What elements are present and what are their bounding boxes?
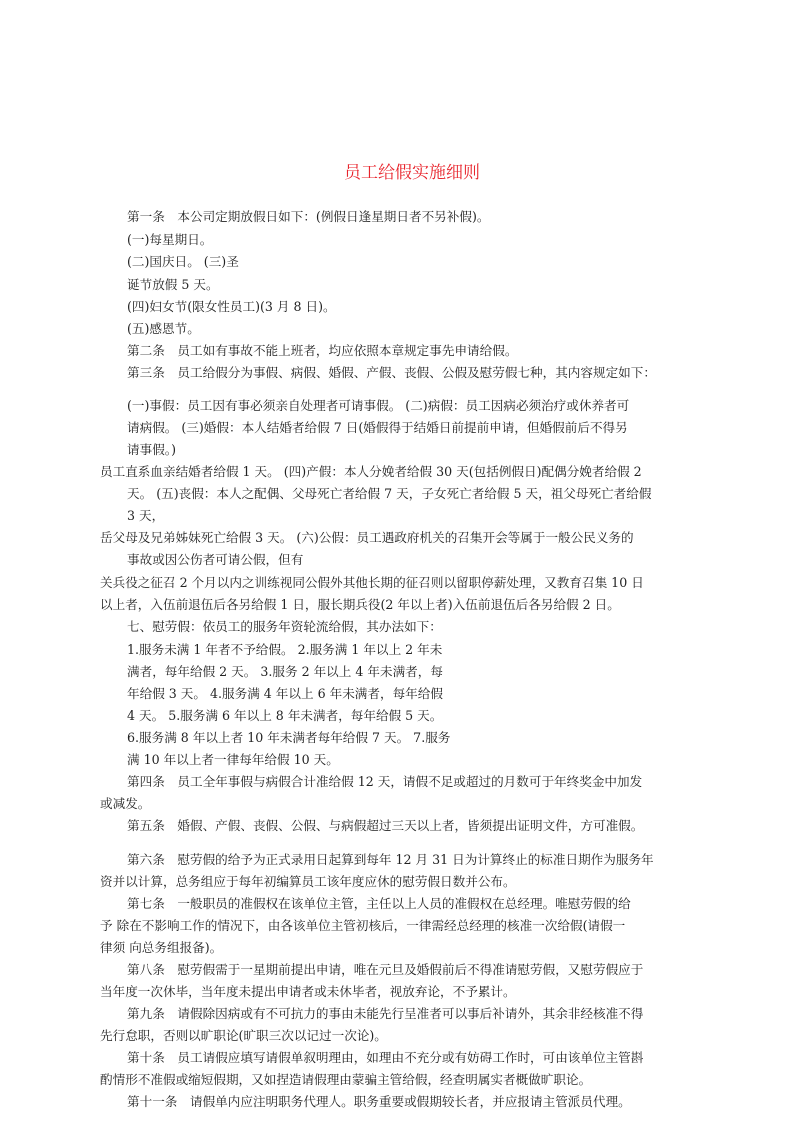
text-line: 4 天。 5.服务满 6 年以上 8 年未满者，每年给假 5 天。: [127, 708, 443, 723]
text-line: 天。 (五)丧假：本人之配偶、父母死亡者给假 7 天，子女死亡者给假 5 天，祖父母死亡者给假: [127, 486, 652, 501]
text-line: 请病假。 (三)婚假：本人结婚者给假 7 日(婚假得于结婚日前提前申请，但婚假前后不得另: [127, 420, 628, 435]
text-line: 第二条 员工如有事故不能上班者，均应依照本章规定事先申请给假。: [127, 343, 518, 358]
text-line: 第九条 请假除因病或有不可抗力的事由未能先行呈准者可以事后补请外，其余非经核准不得: [127, 1006, 644, 1021]
text-line: 第三条 员工给假分为事假、病假、婚假、产假、丧假、公假及慰劳假七种，其内容规定如下：: [127, 365, 656, 380]
text-line: 关兵役之征召 2 个月以内之训练视同公假外其他长期的征召则以留职停薪处理，又教育召集 10 日: [100, 575, 644, 590]
text-line: 事故或因公伤者可请公假，但有: [127, 552, 304, 567]
text-line: 6.服务满 8 年以上者 10 年未满者每年给假 7 天。 7.服务: [127, 730, 451, 745]
text-line: 律须 向总务组报备)。: [100, 940, 223, 955]
text-line: 先行怠职，否则以旷职论(旷职三次以记过一次论)。: [100, 1028, 387, 1043]
text-line: (二)国庆日。 (三)圣: [127, 254, 239, 269]
text-line: 第六条 慰劳假的给予为正式录用日起算到每年 12 月 31 日为计算终止的标准日期作为服务年: [127, 852, 654, 867]
text-line: 满 10 年以上者一律每年给假 10 天。: [127, 752, 339, 767]
text-line: 请事假。): [127, 442, 176, 457]
text-line: 诞节放假 5 天。: [127, 277, 219, 292]
text-line: 第四条 员工全年事假与病假合计准给假 12 天，请假不足或超过的月数可于年终奖金中加发: [127, 774, 643, 789]
text-line: 当年度一次休毕，当年度未提出申请者或未休毕者，视放弃论，不予累计。: [100, 984, 516, 999]
text-line: 满者，每年给假 2 天。 3.服务 2 年以上 4 年未满者，每: [127, 664, 443, 679]
text-line: 3 天，: [127, 508, 165, 523]
text-line: 员工直系血亲结婚者给假 1 天。 (四)产假：本人分娩者给假 30 天(包括例假日)配偶分娩者给假 2: [100, 464, 642, 479]
text-line: 以上者，入伍前退伍后各另给假 1 日，服长期兵役(2 年以上者)入伍前退伍后各另给假 2 日。: [100, 597, 620, 612]
text-line: 1.服务未满 1 年者不予给假。 2.服务满 1 年以上 2 年未: [127, 642, 443, 657]
text-line: 第八条 慰劳假需于一星期前提出申请，唯在元旦及婚假前后不得准请慰劳假，又慰劳假应于: [127, 962, 644, 977]
text-line: 予 除在不影响工作的情况下，由各该单位主管初核后，一律需经总经理的核准一次给假(请假一: [100, 918, 626, 933]
text-line: 年给假 3 天。 4.服务满 4 年以上 6 年未满者，每年给假: [127, 686, 443, 701]
text-line: 第十一条 请假单内应注明职务代理人。职务重要或假期较长者，并应报请主管派员代理。: [127, 1094, 631, 1109]
text-line: 第十条 员工请假应填写请假单叙明理由，如理由不充分或有妨碍工作时，可由该单位主管斟: [127, 1050, 644, 1065]
text-line: 酌情形不准假或缩短假期，又如捏造请假理由蒙骗主管给假，经查明属实者概做旷职论。: [100, 1072, 592, 1087]
text-line: (一)事假：员工因有事必须亲自处理者可请事假。 (二)病假：员工因病必须治疗或休养者可: [127, 398, 630, 413]
document-title: 员工给假实施细则: [344, 163, 480, 183]
text-line: 第五条 婚假、产假、丧假、公假、与病假超过三天以上者，皆须提出证明文件，方可准假。: [127, 818, 644, 833]
text-line: 第一条 本公司定期放假日如下：(例假日逢星期日者不另补假)。: [127, 209, 490, 224]
text-line: (四)妇女节(限女性员工)(3 月 8 日)。: [127, 299, 336, 314]
text-line: (一)每星期日。: [127, 232, 213, 247]
text-line: 第七条 一般职员的准假权在该单位主管，主任以上人员的准假权在总经理。唯慰劳假的给: [127, 896, 631, 911]
text-line: 或减发。: [100, 796, 151, 811]
text-line: (五)感恩节。: [127, 321, 200, 336]
text-line: 资并以计算，总务组应于每年初编算员工该年度应休的慰劳假日数并公布。: [100, 874, 516, 889]
text-line: 七、慰劳假：依员工的服务年资轮流给假，其办法如下：: [127, 619, 442, 634]
text-line: 岳父母及兄弟姊妹死亡给假 3 天。 (六)公假：员工遇政府机关的召集开会等属于一般公民义务的: [100, 530, 634, 545]
